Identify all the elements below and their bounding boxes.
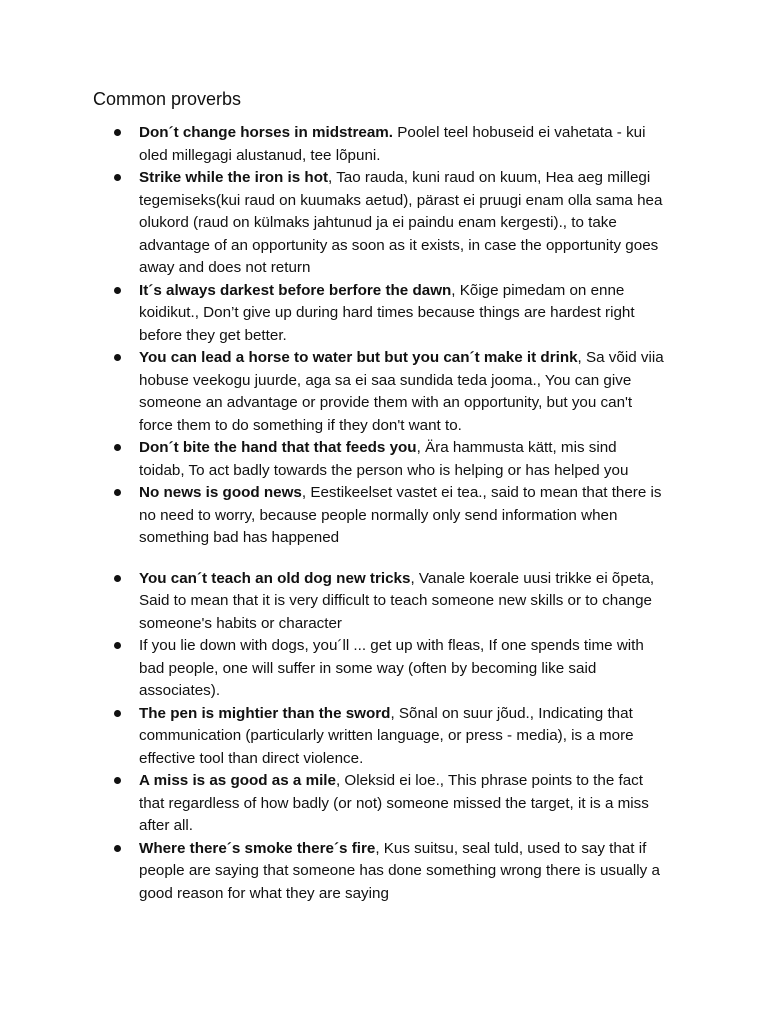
proverb-explanation: , Oleksid ei loe., This phrase points to the fact that regardless of how badly (or not) someone missed the target, it is a miss after all. (139, 772, 649, 834)
proverb-explanation: , Eestikeelset vastet ei tea., said to mean that there is no need to worry, because people normally only send information when something bad has happened (139, 484, 662, 546)
page-title: Common proverbs (93, 89, 242, 109)
bullet-icon (114, 710, 121, 717)
proverb-explanation: , Vanale koerale uusi trikke ei õpeta, Said to mean that it is very difficult to teach someone new skills or to change someone's habits or character (139, 569, 655, 632)
list-item (0, 122, 666, 167)
proverb-explanation: , Kõige pimedam on enne koidikut., Don’t give up during hard times because things are hardest right before they get better. (139, 281, 635, 344)
list-item (0, 280, 666, 348)
bullet-icon (114, 354, 121, 361)
list-item (0, 770, 666, 838)
list-item (0, 635, 666, 703)
bullet-icon (114, 444, 121, 451)
bullet-icon (114, 174, 121, 181)
proverb-explanation: , Sõnal on suur jõud., Indicating that communication (particularly written language, or press - media), is a more effective tool than direct violence. (139, 704, 634, 767)
list-item (0, 568, 666, 636)
proverb-phrase: Don´t change horses in midstream. (139, 124, 394, 141)
list-item (0, 167, 666, 280)
bullet-icon (114, 777, 121, 784)
bullet-icon (114, 489, 121, 496)
proverb-explanation: , Tao rauda, kuni raud on kuum, Hea aeg millegi tegemiseks(kui raud on kuumaks aetud), pärast ei pruugi enam olla sama hea olukord (raud on külmaks jahtunud ja ei paindu enam kergesti)., to take advantage of an opportunity as soon as it exists, in case the opportunity goes away and does not return (139, 169, 663, 276)
proverb-phrase: It´s always darkest before berfore the dawn (139, 281, 452, 299)
bullet-icon (114, 642, 121, 649)
list-item (0, 703, 666, 771)
list-item (0, 437, 666, 482)
proverb-phrase: You can´t teach an old dog new tricks (139, 569, 411, 587)
list-item (0, 838, 666, 906)
bullet-icon (114, 287, 121, 294)
proverb-explanation: , Sa võid viia hobuse veekogu juurde, aga sa ei saa sundida teda jooma., You can give someone an advantage or provide them with an opportunity, but you can't force them to do something if they don't want to. (139, 349, 664, 434)
bullet-icon (114, 575, 121, 582)
proverb-explanation: , Ära hammusta kätt, mis sind toidab, To act badly towards the person who is helping or has helped you (139, 439, 629, 479)
proverb-phrase: You can lead a horse to water but but you can´t make it drink (139, 349, 578, 366)
bullet-icon (114, 129, 121, 136)
proverb-explanation: Poolel teel hobuseid ei vahetata - kui oled millegagi alustanud, tee lõpuni. (139, 124, 646, 164)
proverb-phrase: Strike while the iron is hot (139, 169, 329, 186)
proverb-phrase: No news is good news (139, 484, 302, 501)
proverb-list (0, 122, 768, 905)
proverb-explanation: , Kus suitsu, seal tuld, used to say that if people are saying that someone has done something wrong there is usually a good reason for what they are saying (139, 839, 660, 902)
list-item (0, 347, 666, 437)
proverb-phrase: Where there´s smoke there´s fire (139, 839, 376, 857)
proverb-phrase: Don´t bite the hand that that feeds you (139, 439, 417, 456)
proverb-phrase: The pen is mightier than the sword (139, 704, 391, 722)
bullet-icon (114, 845, 121, 852)
list-item (0, 482, 666, 550)
proverb-explanation: If you lie down with dogs, you´ll ... get up with fleas, If one spends time with bad people, one will suffer in some way (often by becoming like said associates). (139, 637, 644, 699)
proverb-phrase: A miss is as good as a mile (139, 772, 336, 789)
